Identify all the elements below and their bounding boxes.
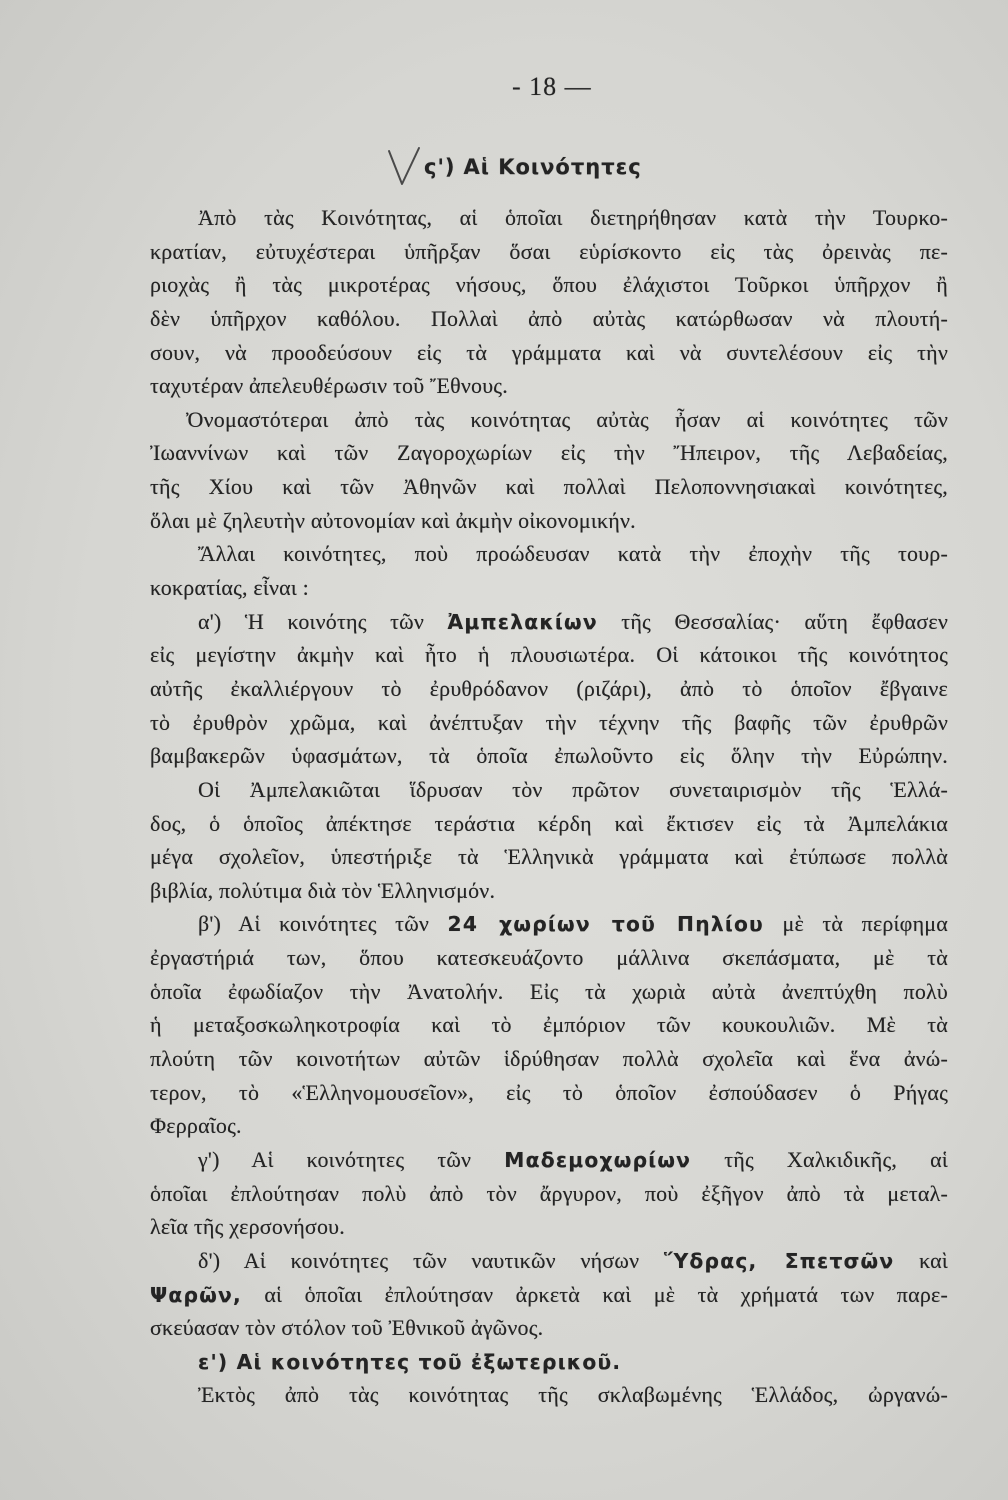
text-segment: βαμβακερῶν ὑφασμάτων, τὰ ὁποῖα ἐπωλοῦντο εἰς ὅλην τὴν Εὐρώπην. — [150, 743, 948, 769]
text-line — [150, 302, 948, 336]
text-line — [150, 369, 948, 403]
text-line — [150, 840, 948, 874]
text-segment: τὸ ἐρυθρὸν χρῶμα, καὶ ἀνέπτυξαν τὴν τέχνην τῆς βαφῆς τῶν ἐρυθρῶν — [150, 709, 948, 735]
bold-text: Ψαρῶν, — [150, 1282, 242, 1307]
text-line — [150, 436, 948, 470]
text-segment: δὲν ὑπῆρχον καθόλου. Πολλαὶ ἀπὸ αὐτὰς κατώρθωσαν νὰ πλουτή- — [150, 305, 948, 331]
text-segment: σκεύασαν τὸν στόλον τοῦ Ἐθνικοῦ ἀγῶνος. — [150, 1315, 544, 1341]
text-segment: ριοχὰς ἢ τὰς μικροτέρας νήσους, ὅπου ἐλάχιστοι Τοῦρκοι ὑπῆρχον ἢ — [150, 272, 948, 298]
text-line — [150, 1042, 948, 1076]
text-segment: τῆς Χίου καὶ τῶν Ἀθηνῶν καὶ πολλαὶ Πελοποννησιακαὶ κοινότητες, — [150, 474, 948, 500]
text-line — [150, 638, 948, 672]
text-line — [150, 605, 948, 639]
text-line — [150, 1278, 948, 1312]
text-segment: κρατίαν, εὐτυχέστεραι ὑπῆρξαν ὅσαι εὑρίσκοντο εἰς τὰς ὀρεινὰς πε- — [150, 238, 948, 264]
check-mark-icon — [384, 144, 424, 190]
text-line — [150, 941, 948, 975]
page-number: - 18 — — [512, 72, 592, 101]
text-line — [150, 201, 948, 235]
text-line — [150, 739, 948, 773]
text-segment: Ἀπὸ τὰς Κοινότητας, αἱ ὁποῖαι διετηρήθησαν κατὰ τὴν Τουρκο- — [198, 205, 948, 230]
text-segment: δ') Αἱ κοινότητες τῶν ναυτικῶν νήσων — [198, 1247, 664, 1273]
text-segment: μέγα σχολεῖον, ὑπεστήριξε τὰ Ἑλληνικὰ γράμματα καὶ ἐτύπωσε πολλὰ — [150, 844, 948, 870]
text-line — [150, 807, 948, 841]
text-segment: τερον, τὸ «Ἑλληνομουσεῖον», εἰς τὸ ὁποῖον ἐσπούδασεν ὁ Ρήγας — [150, 1079, 948, 1105]
text-line — [150, 1210, 948, 1244]
section-number: ς') — [424, 155, 456, 179]
text-line — [150, 268, 948, 302]
text-line — [150, 571, 948, 605]
text-line — [150, 672, 948, 706]
text-line — [150, 235, 948, 269]
bold-text: 24 χωρίων τοῦ Πηλίου — [447, 912, 764, 937]
text-segment: Ὀνομαστότεραι ἀπὸ τὰς κοινότητας αὐτὰς ἦσαν αἱ κοινότητες τῶν — [186, 406, 948, 432]
text-line — [150, 1177, 948, 1211]
text-segment: καὶ — [894, 1247, 948, 1273]
text-line — [150, 1143, 948, 1177]
text-line — [150, 773, 948, 807]
text-segment: βιβλία, πολύτιμα διὰ τὸν Ἑλληνισμόν. — [150, 877, 496, 903]
bold-text: Ἀμπελακίων — [447, 609, 598, 634]
text-segment: ὁποῖα ἐφωδίαζον τὴν Ἀνατολήν. Εἰς τὰ χωριὰ αὐτὰ ἀνεπτύχθη πολὺ — [150, 978, 948, 1004]
text-segment: μὲ τὰ περίφημα — [763, 911, 948, 937]
text-line — [150, 1345, 948, 1379]
text-segment: ὅλαι μὲ ζηλευτὴν αὐτονομίαν καὶ ἀκμὴν οἰκονομικήν. — [150, 507, 636, 533]
text-segment: β') Αἱ κοινότητες τῶν — [198, 911, 448, 937]
body-text — [150, 201, 948, 1412]
text-segment: λεῖα τῆς χερσονήσου. — [150, 1214, 345, 1240]
text-segment: ὁποῖαι ἐπλούτησαν πολὺ ἀπὸ τὸν ἄργυρον, ποὺ ἐξῆγον ἀπὸ τὰ μεταλ- — [150, 1180, 948, 1206]
text-line — [150, 1008, 948, 1042]
text-segment: σουν, νὰ προοδεύσουν εἰς τὰ γράμματα καὶ νὰ συντελέσουν εἰς τὴν — [150, 339, 948, 365]
text-segment: Οἱ Ἀμπελακιῶται ἵδρυσαν τὸν πρῶτον συνεταιρισμὸν τῆς Ἑλλά- — [198, 776, 948, 802]
text-line — [150, 907, 948, 941]
text-line — [150, 1076, 948, 1110]
text-segment: γ') Αἱ κοινότητες τῶν — [198, 1146, 505, 1172]
text-line — [150, 975, 948, 1009]
text-segment: ταχυτέραν ἀπελευθέρωσιν τοῦ Ἔθνους. — [150, 373, 508, 399]
text-segment: τῆς Χαλκιδικῆς, αἱ — [691, 1146, 948, 1172]
text-line — [150, 470, 948, 504]
text-segment: αἱ ὁποῖαι ἐπλούτησαν ἀρκετὰ καὶ μὲ τὰ χρήματά των παρε- — [241, 1281, 948, 1307]
text-line — [150, 336, 948, 370]
bold-text: Μαδεμοχωρίων — [504, 1147, 692, 1172]
text-line — [150, 874, 948, 908]
text-segment: εἰς μεγίστην ἀκμὴν καὶ ἦτο ἡ πλουσιωτέρα. Οἱ κάτοικοι τῆς κοινότητος — [150, 642, 948, 668]
text-segment: αὐτῆς ἐκαλλιέργουν τὸ ἐρυθρόδανον (ριζάρι), ἀπὸ τὸ ὁποῖον ἔβγαινε — [150, 675, 948, 701]
text-segment: δος, ὁ ὁποῖος ἀπέκτησε τεράστια κέρδη καὶ ἔκτισεν εἰς τὰ Ἀμπελάκια — [150, 810, 948, 836]
text-segment: κοκρατίας, εἶναι : — [150, 575, 309, 601]
text-segment: Ἄλλαι κοινότητες, ποὺ προώδευσαν κατὰ τὴν ἐποχὴν τῆς τουρ- — [198, 541, 948, 567]
text-line — [150, 706, 948, 740]
text-segment: α') Ἡ κοινότης τῶν — [198, 608, 448, 634]
section-heading — [424, 155, 642, 179]
bold-text: Ὕδρας, Σπετσῶν — [663, 1248, 895, 1273]
text-segment: πλούτη τῶν κοινοτήτων αὐτῶν ἱδρύθησαν πολλὰ σχολεῖα καὶ ἕνα ἀνώ- — [150, 1046, 948, 1072]
text-segment: Φερραῖος. — [150, 1113, 242, 1139]
text-segment: Ἐκτὸς ἀπὸ τὰς κοινότητας τῆς σκλαβωμένης Ἑλλάδος, ὠργανώ- — [198, 1382, 948, 1408]
text-line — [150, 1311, 948, 1345]
section-title: Αἱ Κοινότητες — [463, 155, 642, 179]
text-line — [150, 1244, 948, 1278]
text-line — [150, 504, 948, 538]
text-segment: ἐργαστήριά των, ὅπου κατεσκευάζοντο μάλλινα σκεπάσματα, μὲ τὰ — [150, 945, 948, 971]
text-line — [150, 1378, 948, 1412]
text-segment: Ἰωαννίνων καὶ τῶν Ζαγοροχωρίων εἰς τὴν Ἤπειρον, τῆς Λεβαδείας, — [150, 440, 948, 466]
bold-text: ε') Αἱ κοινότητες τοῦ ἐξωτερικοῦ. — [198, 1349, 622, 1374]
text-segment: τῆς Θεσσαλίας· αὕτη ἔφθασεν — [597, 608, 948, 634]
text-line — [150, 1109, 948, 1143]
text-line — [150, 403, 948, 437]
text-segment: ἡ μεταξοσκωληκοτροφία καὶ τὸ ἐμπόριον τῶν κουκουλιῶν. Μὲ τὰ — [150, 1012, 948, 1038]
text-line — [150, 537, 948, 571]
